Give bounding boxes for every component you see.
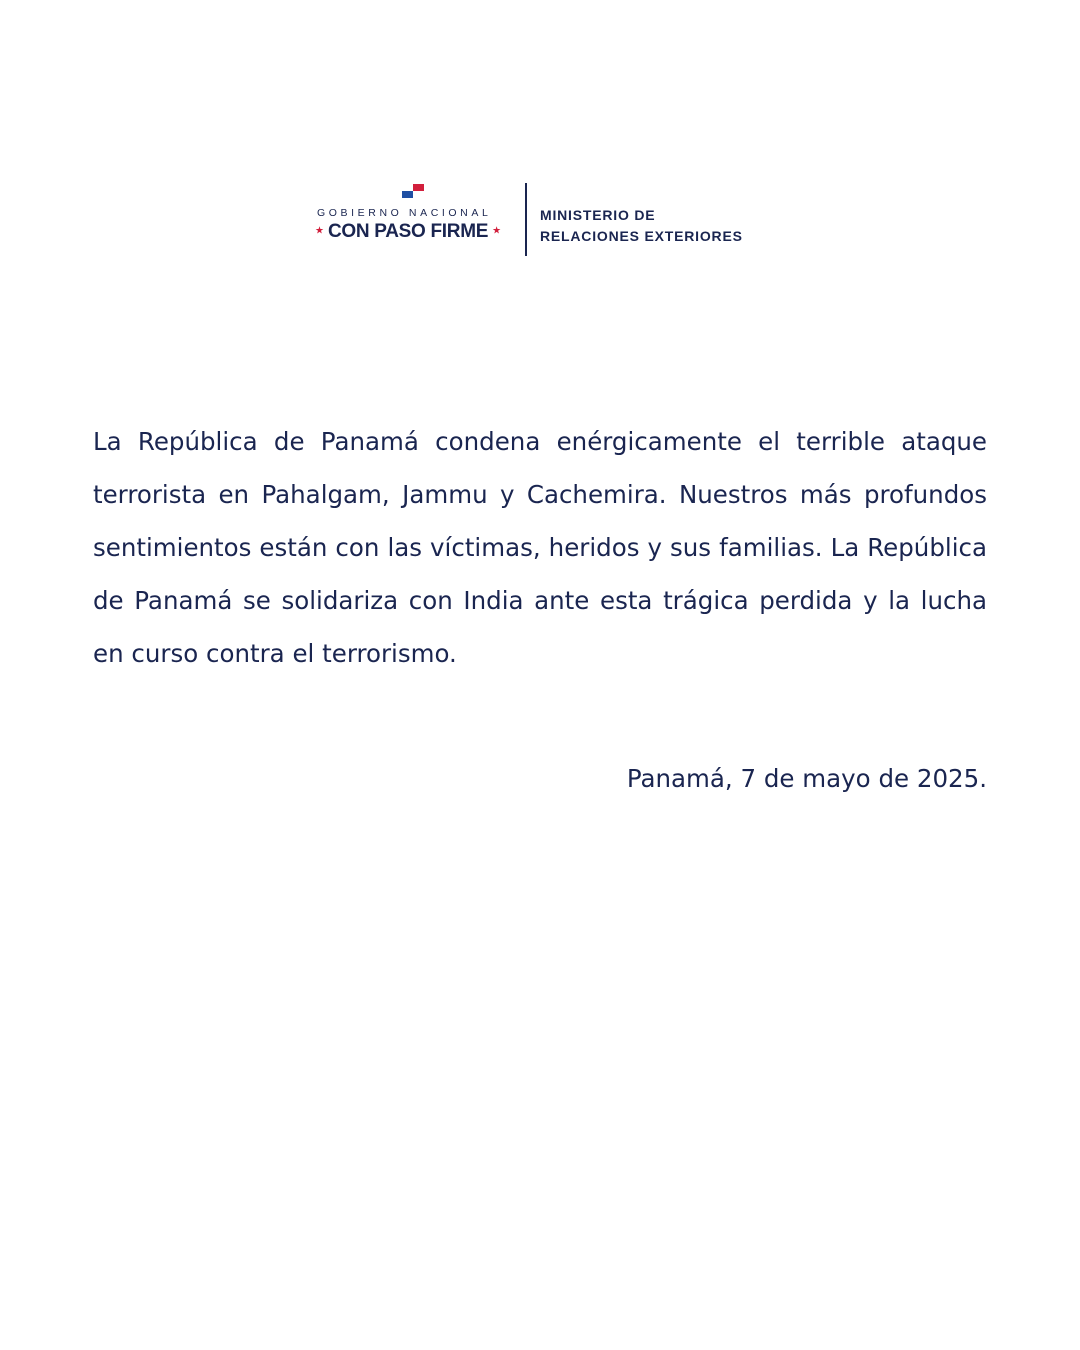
ministry-name xyxy=(540,205,743,247)
panama-flag-icon xyxy=(402,184,424,198)
government-line: GOBIERNO NACIONAL xyxy=(317,207,492,219)
dateline: Panamá, 7 de mayo de 2025. xyxy=(626,764,987,793)
star-icon: ★ xyxy=(315,225,324,237)
ministry-line-1: MINISTERIO DE xyxy=(540,207,656,223)
ministry-logo xyxy=(312,180,782,260)
ministry-line-2: RELACIONES EXTERIORES xyxy=(540,228,743,244)
slogan: CON PASO FIRME xyxy=(327,220,489,242)
star-icon: ★ xyxy=(492,225,502,237)
statement-body: La República de Panamá condena enérgicamente el terrible ataque terrorista en Pahalgam, Jammu y Cachemira. Nuestros más profundos sentimientos están con las víctimas, heridos y sus familias. La República de Panamá se solidariza con India ante esta trágica perdida y la lucha en curso contra el terrorismo. xyxy=(93,427,987,668)
slogan-row xyxy=(315,220,501,242)
logo-divider xyxy=(525,183,527,256)
government-logo xyxy=(312,180,512,260)
